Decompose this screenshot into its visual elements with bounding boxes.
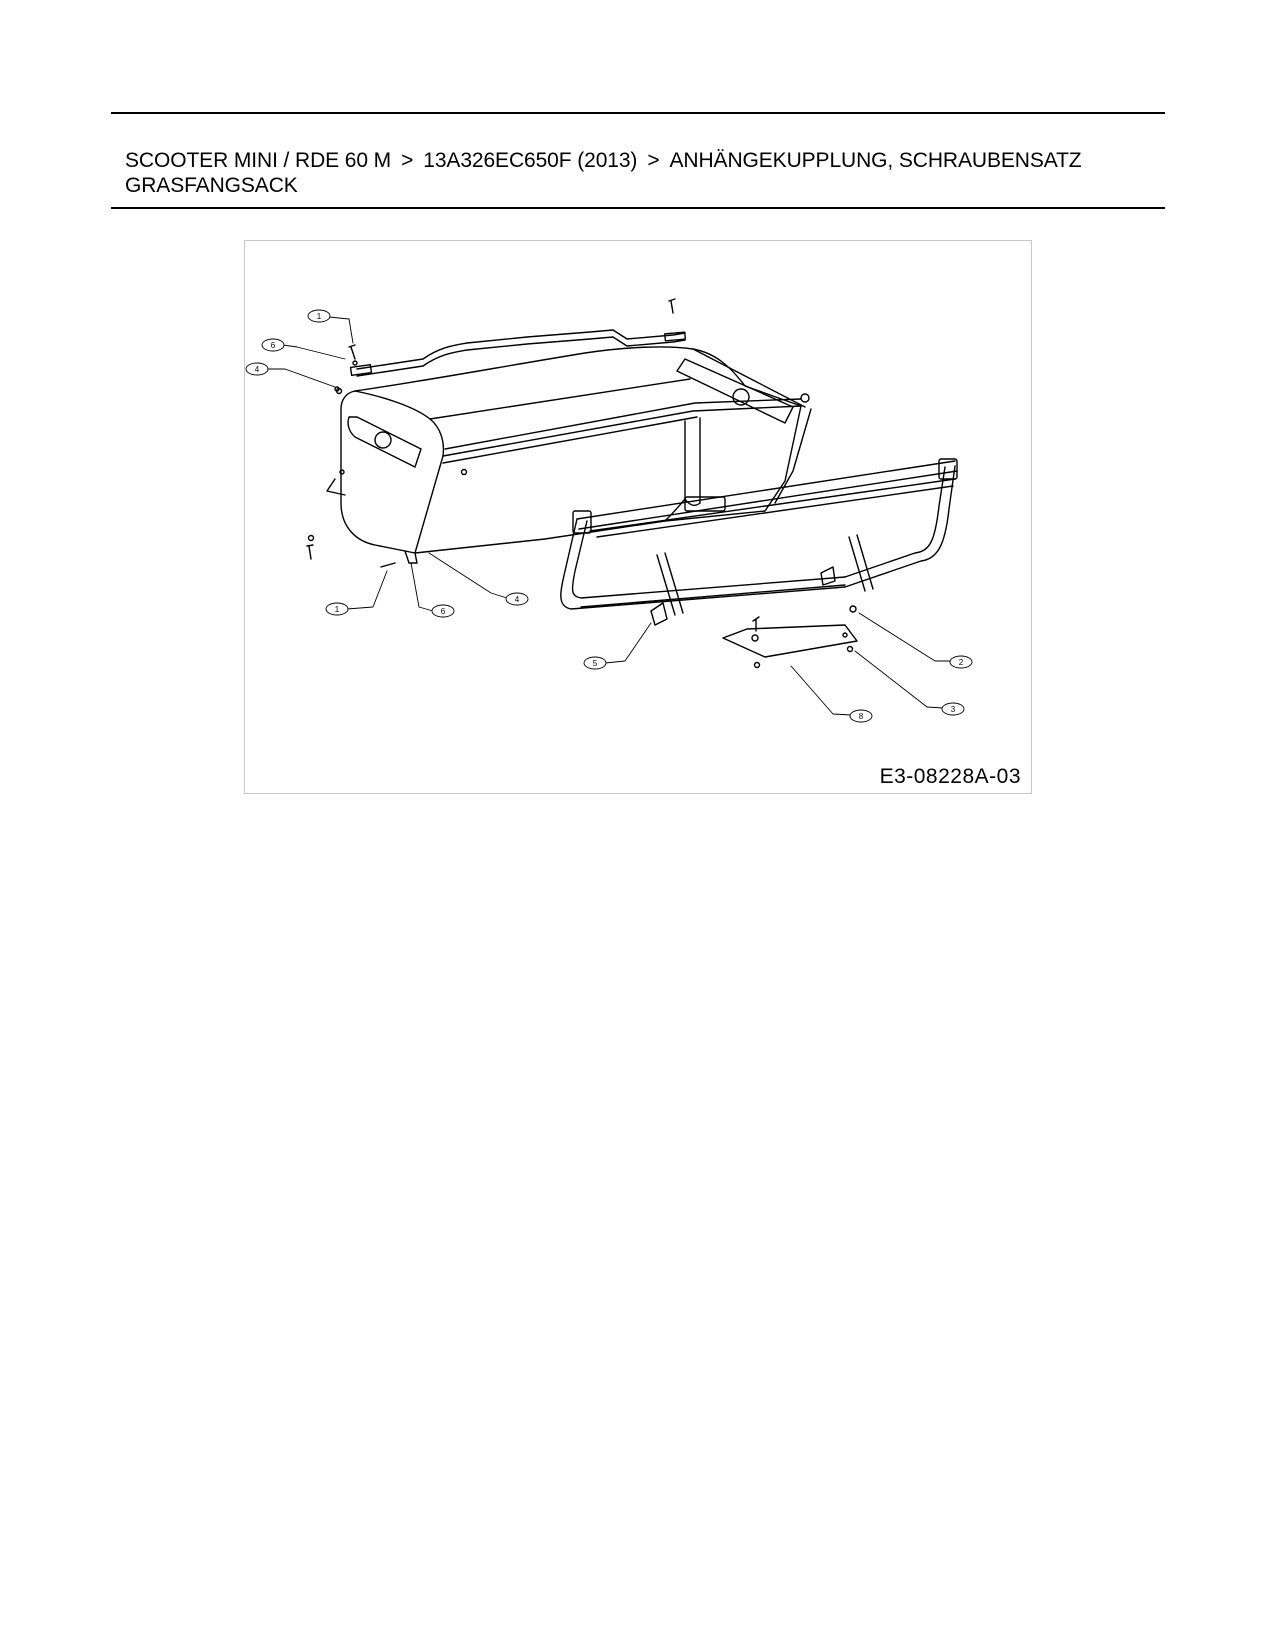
callout-1a[interactable] — [308, 310, 330, 322]
callout-4b[interactable] — [506, 593, 528, 605]
svg-text:6: 6 — [270, 341, 276, 350]
svg-text:8: 8 — [858, 712, 864, 721]
header-top-rule — [111, 112, 1165, 114]
svg-text:5: 5 — [592, 659, 598, 668]
callout-3[interactable] — [942, 703, 964, 715]
callout-6a[interactable] — [262, 339, 284, 351]
top-rail — [351, 330, 686, 376]
svg-text:4: 4 — [254, 365, 260, 374]
svg-text:6: 6 — [440, 607, 446, 616]
breadcrumb-section: ANHÄNGEKUPPLUNG, SCHRAUBENSATZ — [669, 149, 1082, 172]
callout-4a[interactable] — [246, 363, 268, 375]
svg-text:3: 3 — [950, 705, 956, 714]
callout-6b[interactable] — [432, 605, 454, 617]
callout-5[interactable] — [584, 657, 606, 669]
parts-diagram — [244, 240, 1032, 794]
callout-2[interactable] — [950, 656, 972, 668]
svg-text:1: 1 — [316, 312, 322, 321]
drawing-code: E3-08228A-03 — [879, 765, 1021, 788]
svg-text:1: 1 — [334, 605, 340, 614]
catcher-frame — [561, 459, 957, 625]
callout-8[interactable] — [850, 710, 872, 722]
breadcrumb — [125, 148, 1155, 198]
breadcrumb-separator: > — [401, 149, 414, 172]
callout-group — [246, 310, 972, 722]
callout-1b[interactable] — [326, 603, 348, 615]
svg-text:2: 2 — [958, 658, 964, 667]
svg-text:4: 4 — [514, 595, 520, 604]
header-bottom-rule — [111, 207, 1165, 209]
exploded-view-drawing — [245, 241, 1033, 795]
grass-catcher-bag — [327, 347, 811, 563]
hitch-plate — [723, 617, 857, 668]
breadcrumb-model[interactable]: SCOOTER MINI / RDE 60 M — [125, 149, 392, 172]
breadcrumb-section-continued: GRASFANGSACK — [125, 174, 298, 197]
loose-hardware — [307, 299, 856, 612]
leader-lines — [267, 317, 951, 715]
breadcrumb-separator: > — [647, 149, 660, 172]
breadcrumb-part-number[interactable]: 13A326EC650F (2013) — [423, 149, 638, 172]
